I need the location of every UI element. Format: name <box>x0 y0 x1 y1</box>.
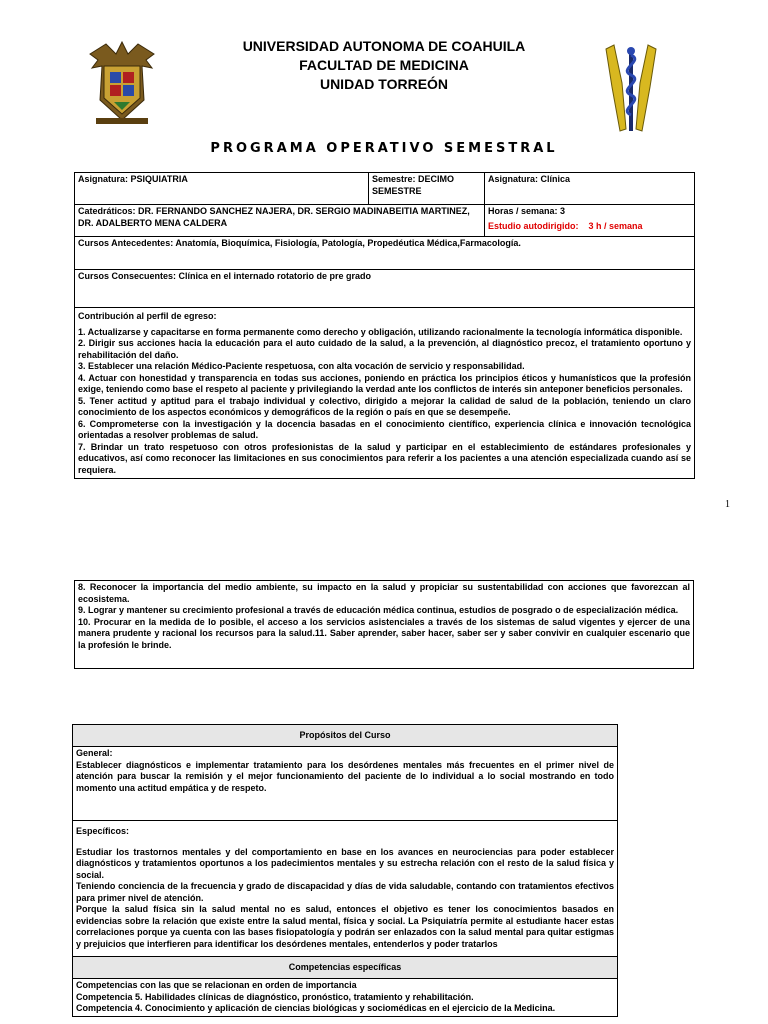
especifico-item: Estudiar los trastornos mentales y del comportamiento en base en los avances en neurociencias para poder establecer diagnósticos y tratamientos oportunos a los padecimientos mentales y su estrecha relación con el resto de la salud física y social. <box>76 846 614 880</box>
propositos-table <box>72 724 618 1017</box>
estudio-autodirigido <box>488 221 691 233</box>
propositos-especificos-cell <box>73 821 618 957</box>
contribucion-item: 4. Actuar con honestidad y transparencia en todas sus acciones, poniendo en práctica los principios éticos y humanísticos que la profesión exige, teniendo como base el respeto al paciente y privilegiando la verdad ante los conflictos de interés sin anteponer beneficios personales. <box>78 372 691 394</box>
especifico-item: Teniendo conciencia de la frecuencia y grado de discapacidad y días de vida saludable, contando con tratamientos efectivos para primer nivel de atención. <box>76 881 614 903</box>
asignatura-tipo-cell: Asignatura: Clínica <box>485 173 695 205</box>
propositos-title: Propósitos del Curso <box>73 725 618 747</box>
semestre-cell: Semestre: DECIMO SEMESTRE <box>369 173 485 205</box>
contribucion-item: 5. Tener actitud y aptitud para el trabajo individual y colectivo, dirigido a mejorar la calidad de salud de la población, teniendo un claro conocimiento de los aspectos económicos y demográficos de la región o país en que se desempeñe. <box>78 395 691 417</box>
estudio-value: 3 h / semana <box>588 220 643 231</box>
catedraticos-cell: Catedráticos: DR. FERNANDO SANCHEZ NAJERA, DR. SERGIO MADINABEITIA MARTINEZ, DR. ADALBERTO MENA CALDERA <box>75 205 485 237</box>
asignatura-cell: Asignatura: PSIQUIATRIA <box>75 173 369 205</box>
program-title: PROGRAMA OPERATIVO SEMESTRAL <box>210 141 558 156</box>
competencia-line: Competencia 4. Conocimiento y aplicación de ciencias biológicas y sociomédicas en el ejercicio de la Medicina. <box>76 1003 556 1013</box>
contribucion-continued-table <box>74 580 694 669</box>
university-name: UNIVERSIDAD AUTONOMA DE COAHUILA <box>242 38 526 54</box>
contribucion-title: Contribución al perfil de egreso: <box>78 311 217 321</box>
especifico-item: Porque la salud física sin la salud mental no es salud, entonces el objetivo es tener los conocimientos basados en evidencias sobre la relación que existe entre la salud mental, física y social. La Psiquiatría permite al estudiante hacer estas correlaciones porque ya cuenta con las bases fisiopatología y podrán ser enlazados con la salud mental para quitar estigmas y prejuicios que interfieren para identificar los desórdenes mentales, entenderlos y poder tratarlos <box>76 904 614 949</box>
competencia-line: Competencias con las que se relacionan en orden de importancia <box>76 980 357 990</box>
contribucion-item: 2. Dirigir sus acciones hacia la educación para el auto cuidado de la salud, a la prevención, al diagnóstico precoz, el tratamiento oportuno y rehabilitación del daño. <box>78 338 691 360</box>
course-info-table <box>74 172 695 479</box>
competencias-cell <box>73 979 618 1017</box>
contribucion-item: 10. Procurar en la medida de lo posible, el acceso a los servicios asistenciales a través de los sistemas de salud vigentes y ejercer de una manera prudente y racional los recursos para la salud.11. Saber aprender, saber hacer, saber ser y saber convivir en cualquier escenario que la profesión le brinde. <box>78 616 690 650</box>
contribucion-continued-cell <box>75 581 694 669</box>
contribucion-item: 7. Brindar un trato respetuoso con otros profesionistas de la salud y participar en el establecimiento de estándares profesionales y educativos, así como reconocer las limitaciones en sus conocimientos para referir a los pacientes a una atención especializada cuando así se requiera. <box>78 441 691 475</box>
general-label: General: <box>76 748 113 758</box>
page-marker: 1 <box>725 499 730 510</box>
contribucion-item: 1. Actualizarse y capacitarse en forma permanente como derecho y obligación, utilizando racionalmente la tecnología informática disponible. <box>78 326 683 337</box>
especificos-label: Específicos: <box>76 826 130 836</box>
horas-cell <box>485 205 695 237</box>
contribucion-item: 8. Reconocer la importancia del medio ambiente, su impacto en la salud y propiciar su sustentabilidad con acciones que favorezcan al ecosistema. <box>78 582 690 604</box>
antecedentes-cell: Cursos Antecedentes: Anatomía, Bioquímica, Fisiología, Patología, Propedéutica Médica,Farmacología. <box>75 237 695 270</box>
faculty-name: FACULTAD DE MEDICINA <box>299 57 469 73</box>
horas-text: Horas / semana: 3 <box>488 206 566 216</box>
general-text: Establecer diagnósticos e implementar tratamiento para los desórdenes mentales más frecuentes en el primer nivel de atención para buscar la remisión y el mejor funcionamiento del paciente de lo individual a lo social mostrando en todo momento una actitud empática y de respeto. <box>76 759 614 793</box>
contribucion-cell <box>75 308 695 479</box>
consecuentes-cell: Cursos Consecuentes: Clínica en el internado rotatorio de pre grado <box>75 270 695 308</box>
contribucion-item: 3. Establecer una relación Médico-Paciente respetuosa, con alta vocación de servicio y responsabilidad. <box>78 361 525 371</box>
unit-name: UNIDAD TORREÓN <box>319 76 449 92</box>
competencia-line: Competencia 5. Habilidades clínicas de diagnóstico, pronóstico, tratamiento y rehabilitación. <box>76 991 474 1002</box>
contribucion-item: 9. Lograr y mantener su crecimiento profesional a través de educación médica continua, estudios de posgrado o de especialización médica. <box>78 605 679 615</box>
estudio-label: Estudio autodirigido: <box>488 220 579 231</box>
propositos-general-cell <box>73 747 618 821</box>
contribucion-item: 6. Comprometerse con la investigación y la docencia basadas en el conocimiento científico, experiencia clínica e innovación tecnológica orientadas a resolver problemas de salud. <box>78 418 691 440</box>
competencias-title: Competencias específicas <box>73 957 618 979</box>
